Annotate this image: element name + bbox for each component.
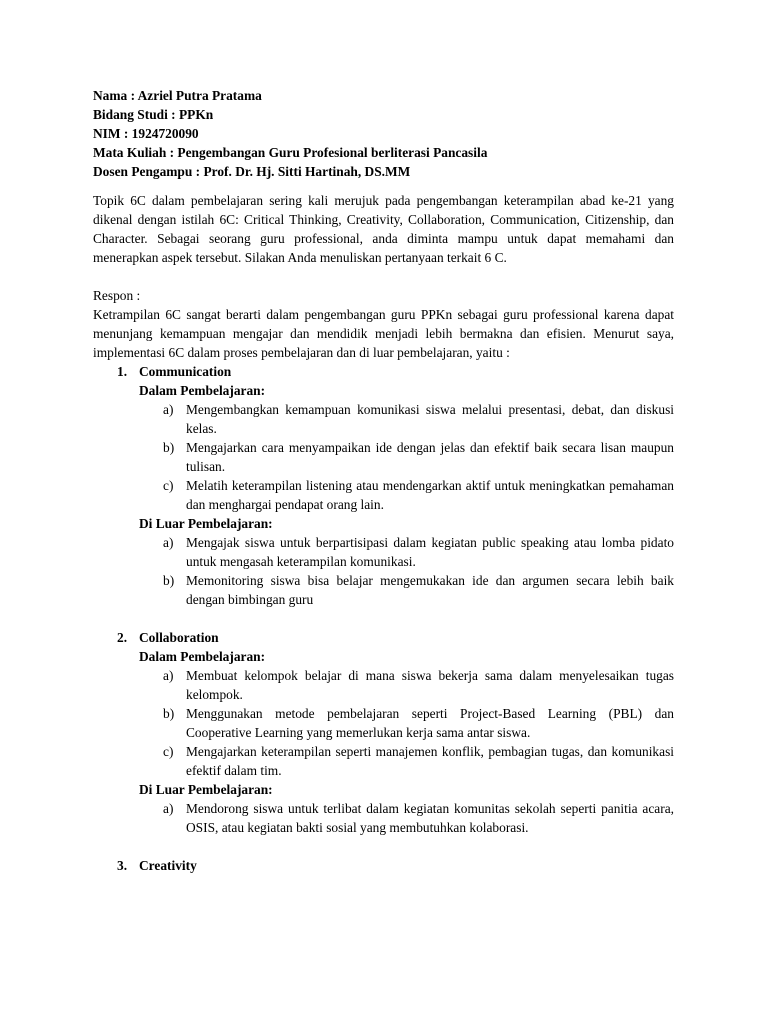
list-item: c) Mengajarkan keterampilan seperti manajemen konflik, pembagian tugas, dan komunikasi efektif dalam tim. — [163, 744, 674, 778]
subheading-luar: Di Luar Pembelajaran: — [139, 516, 273, 531]
section-creativity — [93, 856, 674, 875]
section-title: Creativity — [139, 858, 197, 873]
subheading-block — [93, 514, 674, 533]
section-number: 2. — [117, 630, 128, 645]
section-collaboration — [93, 628, 674, 666]
list-item: a) Mengembangkan kemampuan komunikasi siswa melalui presentasi, debat, dan diskusi kelas. — [163, 402, 674, 436]
subheading-luar: Di Luar Pembelajaran: — [139, 782, 273, 797]
list-item: b) Menggunakan metode pembelajaran seperti Project-Based Learning (PBL) dan Cooperative Learning yang memerlukan kerja sama antar siswa. — [163, 706, 674, 740]
section-number: 1. — [117, 364, 128, 379]
topic-paragraph: Topik 6C dalam pembelajaran sering kali merujuk pada pengembangan keterampilan abad ke-21 yang dikenal dengan istilah 6C: Critical Thinking, Creativity, Collaboration, Communication, Citizenship, dan Character. Sebagai seorang guru professional, anda diminta mampu untuk dapat memahami dan menerapkan aspek tersebut. Silakan Anda menuliskan pertanyaan terkait 6 C. — [93, 193, 674, 265]
subheading-dalam: Dalam Pembelajaran: — [139, 383, 266, 398]
header-nama: Nama : Azriel Putra Pratama — [93, 88, 262, 103]
list-item: b) Memonitoring siswa bisa belajar mengemukakan ide dan argumen secara lebih baik dengan bimbingan guru — [163, 573, 674, 607]
list-item: a) Mengajak siswa untuk berpartisipasi dalam kegiatan public speaking atau lomba pidato untuk mengasah keterampilan komunikasi. — [163, 535, 674, 569]
list-item: c) Melatih keterampilan listening atau mendengarkan aktif untuk meningkatkan pemahaman dan menghargai pendapat orang lain. — [163, 478, 674, 512]
header-dosen-pengampu: Dosen Pengampu : Prof. Dr. Hj. Sitti Hartinah, DS.MM — [93, 164, 411, 179]
list-item: a) Membuat kelompok belajar di mana siswa bekerja sama dalam menyelesaikan tugas kelompok. — [163, 668, 674, 702]
section-number: 3. — [117, 858, 128, 873]
respon-label: Respon : — [93, 288, 141, 303]
list-item: a) Mendorong siswa untuk terlibat dalam kegiatan komunitas sekolah seperti panitia acara, OSIS, atau kegiatan bakti sosial yang membutuhkan kolaborasi. — [163, 801, 674, 835]
subheading-dalam: Dalam Pembelajaran: — [139, 649, 266, 664]
list-item: b) Mengajarkan cara menyampaikan ide dengan jelas dan efektif baik secara lisan maupun tulisan. — [163, 440, 674, 474]
section-communication — [93, 362, 674, 400]
document-content — [93, 86, 674, 875]
header-bidang-studi: Bidang Studi : PPKn — [93, 107, 214, 122]
section-title: Collaboration — [139, 630, 219, 645]
intro-paragraph: Ketrampilan 6C sangat berarti dalam pengembangan guru PPKn sebagai guru professional karena dapat menunjang kemampuan mengajar dan mendidik menjadi lebih bermakna dan efisien. Menurut saya, implementasi 6C dalam proses pembelajaran dan di luar pembelajaran, yaitu : — [93, 307, 674, 360]
section-title: Communication — [139, 364, 232, 379]
header-nim: NIM : 1924720090 — [93, 126, 199, 141]
header-mata-kuliah: Mata Kuliah : Pengembangan Guru Profesional berliterasi Pancasila — [93, 145, 488, 160]
subheading-block — [93, 780, 674, 799]
